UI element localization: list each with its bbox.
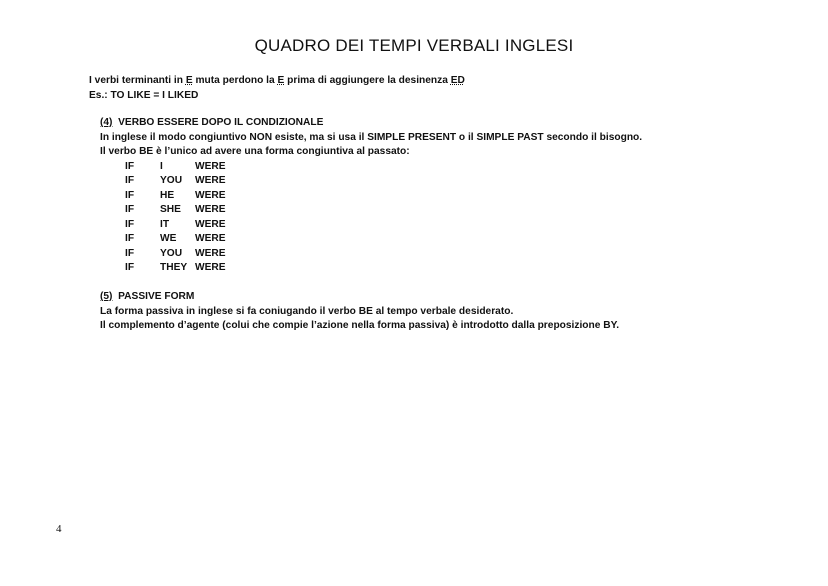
conjugation-pronoun: SHE	[160, 204, 181, 215]
conjugation-row	[125, 160, 226, 175]
conjugation-pronoun: YOU	[160, 175, 183, 186]
conjugation-pronoun: HE	[160, 189, 175, 201]
conjugation-pronoun: IT	[160, 218, 170, 230]
section-heading	[100, 116, 642, 131]
conjugation-verb: WERE	[195, 175, 226, 186]
conjugation-row	[125, 232, 226, 247]
intro-text: muta perdono la	[192, 75, 278, 86]
conjugation-if: IF	[125, 189, 135, 201]
section-passive	[100, 290, 619, 334]
conjugation-pronoun: THEY	[160, 262, 188, 273]
conjugation-if: IF	[125, 160, 135, 172]
intro-rule-line	[89, 73, 465, 88]
conjugation-if: IF	[125, 262, 135, 273]
section-text-line: Il verbo BE è l’unico ad avere una forma congiuntiva al passato:	[100, 146, 410, 157]
section-title: VERBO ESSERE DOPO IL CONDIZIONALE	[118, 117, 324, 128]
conjugation-verb: WERE	[195, 204, 226, 215]
section-text-line: Il complemento d’agente (colui che compie l’azione nella forma passiva) è introdotto dalla preposizione BY.	[100, 320, 620, 331]
intro-block	[89, 73, 465, 103]
intro-letter-e: E	[185, 75, 193, 86]
intro-example-line: Es.: TO LIKE = I LIKED	[89, 90, 199, 101]
conjugation-verb: WERE	[195, 218, 226, 230]
intro-suffix-ed: ED	[450, 75, 465, 86]
section-heading	[100, 290, 619, 305]
section-number: (4)	[100, 117, 113, 128]
conjugation-verb: WERE	[195, 189, 226, 201]
conjugation-pronoun: YOU	[160, 247, 183, 259]
conjugation-row	[125, 261, 226, 276]
intro-text: prima di aggiungere la desinenza	[284, 75, 451, 86]
conjugation-row	[125, 174, 226, 189]
conjugation-verb: WERE	[195, 262, 226, 273]
conjugation-if: IF	[125, 204, 135, 215]
conjugation-verb: WERE	[195, 160, 226, 172]
section-text-line: In inglese il modo congiuntivo NON esiste, ma si usa il SIMPLE PRESENT o il SIMPLE PAST secondo il bisogno.	[100, 131, 643, 143]
conjugation-if: IF	[125, 175, 135, 186]
conjugation-pronoun: WE	[160, 233, 177, 244]
section-title: PASSIVE FORM	[118, 291, 195, 302]
section-conditional	[100, 116, 642, 276]
conjugation-row	[125, 218, 226, 233]
conjugation-verb: WERE	[195, 233, 226, 244]
conjugation-row	[125, 247, 226, 262]
page-number: 4	[56, 523, 62, 535]
section-text-line: La forma passiva in inglese si fa coniugando il verbo BE al tempo verbale desiderato.	[100, 305, 514, 317]
conjugation-table	[125, 160, 226, 276]
conjugation-verb: WERE	[195, 247, 226, 259]
conjugation-if: IF	[125, 218, 135, 230]
intro-text: I verbi terminanti in	[89, 75, 186, 86]
conjugation-if: IF	[125, 233, 135, 244]
conjugation-row	[125, 203, 226, 218]
section-number: (5)	[100, 291, 113, 302]
conjugation-pronoun: I	[160, 160, 163, 172]
conjugation-row	[125, 189, 226, 204]
intro-letter-e: E	[277, 75, 285, 86]
conjugation-if: IF	[125, 247, 135, 259]
page-title: QUADRO DEI TEMPI VERBALI INGLESI	[254, 36, 574, 55]
